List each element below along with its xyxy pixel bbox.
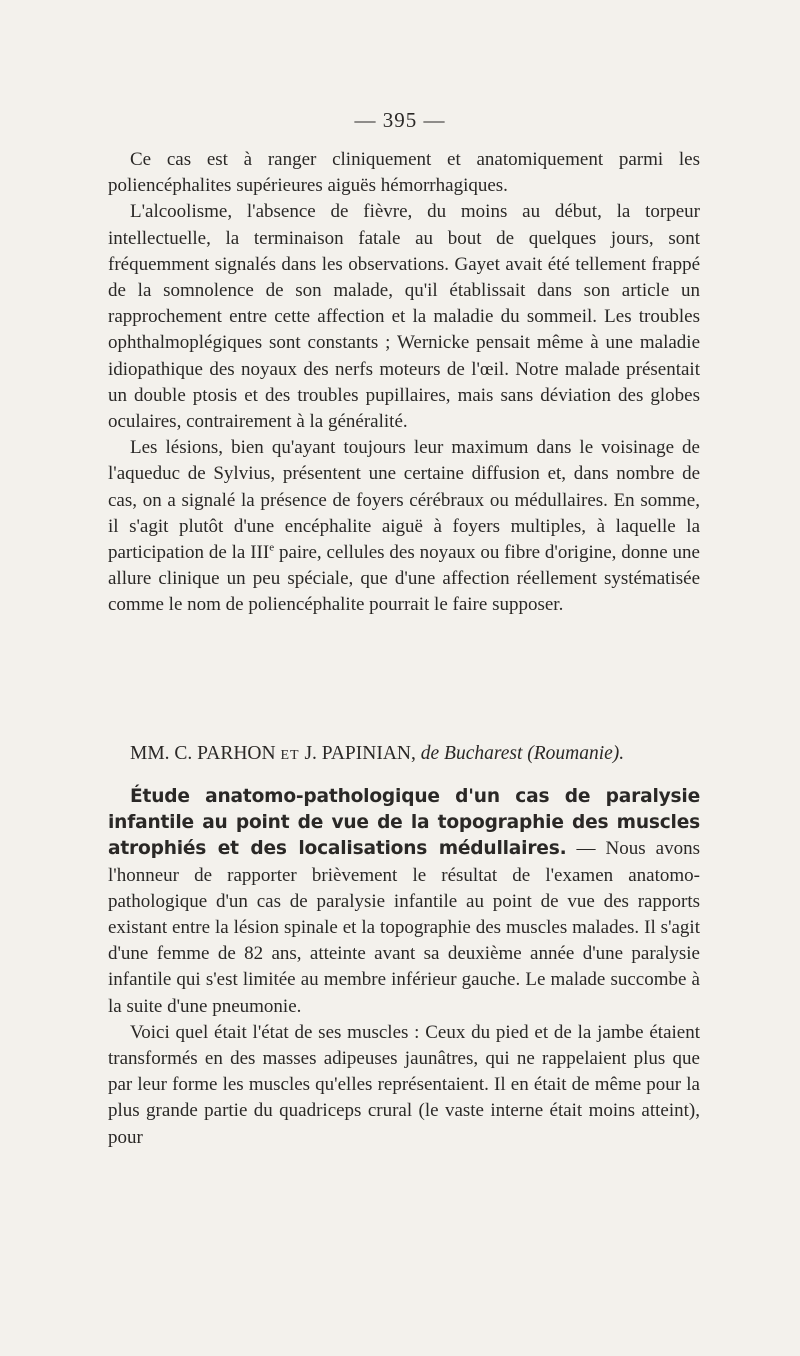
text-block-article xyxy=(108,740,700,1151)
page-number: — 395 — xyxy=(354,108,446,132)
author-parhon: MM. C. PARHON xyxy=(130,743,276,764)
spacer xyxy=(108,770,700,784)
article-intro-paragraph xyxy=(108,784,700,1020)
author-line xyxy=(108,740,700,770)
article-title: Étude anatomo-pathologique d'un cas de paralysie infantile au point de vue de la topographie des muscles atrophiés et des localisations médullaires. xyxy=(108,786,700,860)
paragraph-classification: Ce cas est à ranger cliniquement et anatomiquement parmi les poliencéphalites supérieures aiguës hémorrhagiques. xyxy=(108,149,700,197)
author-papinian: J. PAPINIAN, xyxy=(304,743,416,764)
lesions-text-a: Les lésions, bien qu'ayant toujours leur maximum dans le voisinage de l'aqueduc de Sylvius, présentent une certaine diffusion et, dans nombre de cas, on a signalé la présence de foyers cérébraux ou médullaires. En somme, il s'agit plutôt d'une encéphalite aiguë à foyers multiples, à laquelle la participation de la III xyxy=(108,437,700,564)
article-intro-text: — Nous avons l'honneur de rapporter brièvement le résultat de l'examen anatomo-pathologique d'un cas de paralysie infantile au point de vue des rapports existant entre la lésion spinale et la topographie des muscles malades. Il s'agit d'une femme de 82 ans, atteinte avant sa deuxième année d'une paralysie infantile qui s'est limitée au membre inférieur gauche. Le malade succombe à la suite d'une pneumonie. xyxy=(108,838,700,1017)
paragraph-lesions xyxy=(108,435,700,618)
author-affiliation: de Bucharest (Roumanie). xyxy=(420,743,625,764)
text-block-top xyxy=(108,147,700,619)
lesions-text-b: paire, cellules des noyaux ou fibre d'origine, donne une allure clinique un peu spéciale, que d'une affection réellement systématisée comme le nom de poliencéphalite pourrait le faire supposer. xyxy=(108,542,700,616)
author-conjunction: ET xyxy=(280,748,300,763)
paragraph-symptoms: L'alcoolisme, l'absence de fièvre, du moins au début, la torpeur intellectuelle, la terminaison fatale au bout de quelques jours, sont fréquemment signalés dans les observations. Gayet avait été tellement frappé de la somnolence de son malade, qu'il établissait dans son article un rapprochement entre cette affection et la maladie du sommeil. Les troubles ophthalmoplégiques sont constants ; Wernicke pensait même à une maladie idiopathique des noyaux des nerfs moteurs de l'œil. Notre malade présentait un double ptosis et des troubles pupillaires, mais sans déviation des globes oculaires, contrairement à la généralité. xyxy=(108,201,700,433)
paragraph-muscle-state: Voici quel était l'état de ses muscles : Ceux du pied et de la jambe étaient transformés en des masses adipeuses jaunâtres, qui ne rappelaient plus que par leur forme les muscles qu'elles représentaient. Il en était de même pour la plus grande partie du quadriceps crural (le vaste interne était moins atteint), pour xyxy=(108,1021,700,1148)
superscript-e: e xyxy=(269,541,275,554)
